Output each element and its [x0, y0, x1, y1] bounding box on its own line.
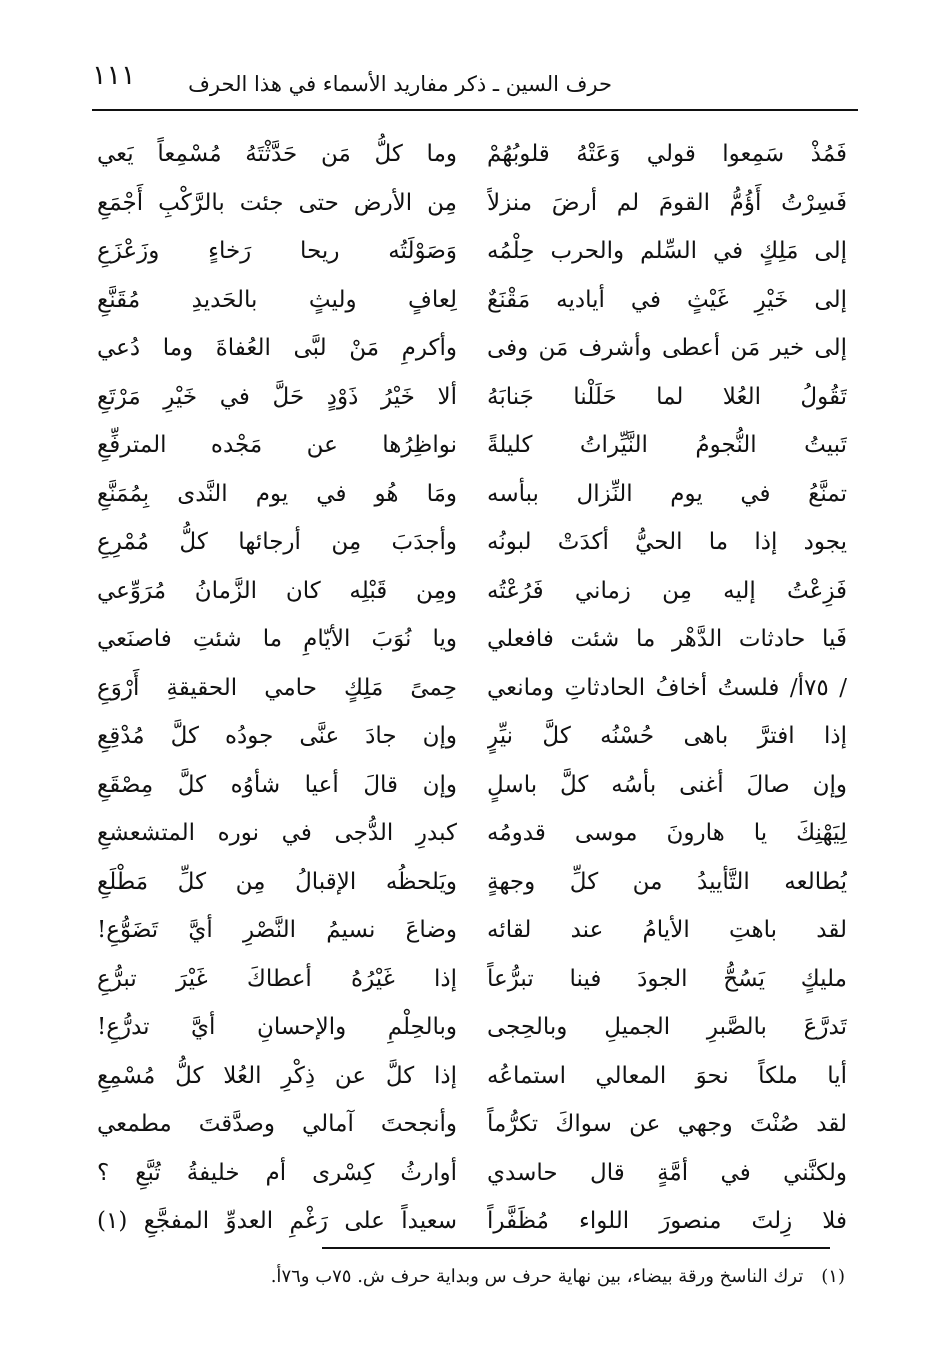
verse-right-9: يجود إذا ما الحيُّ أكدَتْ لبونُه — [487, 529, 847, 555]
verse-left-17: وضاعَ نسيمُ النَّصْرِ أيَّ تَضَوُّعِ! — [97, 917, 457, 943]
verse-left-22: أوارثُ كِسْرى أم خليفةُ تُبَّعِ ؟ — [97, 1159, 457, 1186]
verse-left-9: وأجدَبَ مِن أرجائها كلُّ مُمْرِعِ — [97, 529, 457, 555]
verse-right-13: إذا افترَّ باهى حُسْنُه كلَّ نيِّرٍ — [487, 723, 847, 749]
verse-right-3: إلى مَلِكٍ في السِّلم والحرب حِلْمُه — [487, 238, 847, 264]
verse-right-23: فلا زِلتَ منصورَ اللواء مُظَفَّراً — [487, 1208, 847, 1234]
verse-right-1: فَمُذْ سَمِعوا قولي وَعَتْهُ قلوبُهُمْ — [487, 141, 847, 167]
verse-left-16: ويَلحظُه الإقبالُ مِن كلِّ مَطْلَعِ — [97, 868, 457, 895]
running-header: حرف السين ـ ذكر مفاريد الأسماء في هذا الحرف — [188, 72, 612, 96]
verse-right-18: مليكٍ يَسُحُّ الجودَ فينا تبرُّعاً — [487, 965, 847, 992]
verse-right-8: تمنَّعُ في يوم النِّزال ببأسه — [487, 480, 847, 507]
verse-right-20: أيا ملكاً نحوَ المعالي استماعُه — [487, 1062, 847, 1089]
verse-right-21: لقد صُنْتَ وجهي عن سواكَ تكرُّماً — [487, 1111, 847, 1137]
verse-left-19: وبالحِلْمِ والإحسانِ أيَّ تدرُّعِ! — [97, 1014, 457, 1040]
verse-right-22: ولكنَّني في أمَّةٍ قال حاسدي — [487, 1159, 847, 1186]
verse-right-12: / ٧٥أ/ فلستُ أخافُ الحادثاتِ ومانعي — [487, 674, 847, 701]
poem-right-column — [487, 130, 847, 1246]
page-number: ١١١ — [92, 60, 136, 91]
verse-right-15: لِيَهْنِكَ يا هارونَ موسى قدومُه — [487, 820, 847, 846]
verse-left-18: إذا غَيْرُهُ أعطاكَ غَيْرَ تبرُّعِ — [97, 965, 457, 992]
verse-left-1: وما كلُّ مَن حَدَّثْتَهُ مُسْمِعاً يَعي — [97, 141, 457, 167]
footnote-text: ترك الناسخ ورقة بيضاء، بين نهاية حرف س وبداية حرف ش. ٧٥ب و٧٦أ. — [270, 1266, 804, 1287]
footnote-marker: (١) — [821, 1266, 845, 1287]
header-rule — [92, 109, 858, 111]
verse-left-12: حِمىً مَلِكٍ حامي الحقيقةِ أَرْوَعِ — [97, 674, 457, 701]
verse-right-5: إلى خير مَن أعطى وأشرف مَن وفى — [487, 335, 847, 361]
footnote — [270, 1266, 845, 1287]
verse-left-10: ومِن قَبْلِه كان الزَّمانُ مُرَوِّعي — [97, 577, 457, 604]
verse-right-17: لقد باهتِ الأيامُ عند لقائه — [487, 917, 847, 943]
verse-right-14: وإن صالَ أغنى بأسُه كلَّ باسلٍ — [487, 771, 847, 798]
verse-left-5: وأكرمِ مَنْ لبَّى العُفاةَ وما دُعي — [97, 335, 457, 361]
verse-right-7: تَبيتُ النُّجومُ النَّيِّراتُ كليلةً — [487, 432, 847, 458]
verse-left-23: سعيداً على رَغْمِ العدوِّ المفجَّعِ (١) — [97, 1208, 457, 1234]
verse-left-20: إذا كلَّ عن ذِكْرِ العُلا كلُّ مُسْمِعِ — [97, 1062, 457, 1089]
verse-left-15: كبدرِ الدُّجى في نوره المتشعشعِ — [97, 820, 457, 846]
verse-right-11: فَيا حادثات الدَّهْر ما شئت فافعلي — [487, 626, 847, 652]
verse-left-11: ويا نُوَبَ الأيّامِ ما شئتِ فاصنَعي — [97, 626, 457, 652]
verse-right-16: يُطالعه التَّأييدُ من كلِّ وجهةٍ — [487, 868, 847, 895]
verse-left-7: نواظِرُها عن مَجْده المترفِّعِ — [97, 432, 457, 458]
verse-right-10: فَزِعْتُ إليه مِن زماني فَرُعْتُه — [487, 577, 847, 604]
verse-right-19: تَدرَّعَ بالصَّبرِ الجميلِ وبالحِجى — [487, 1014, 847, 1040]
verse-right-4: إلى خَيْرِ غَيْثٍ في أياديه مَقْنَعٌ — [487, 286, 847, 313]
verse-right-2: فَسِرْتُ أَؤُمُّ القومَ لم أرضَ منزلاً — [487, 189, 847, 216]
verse-left-13: وإن جادَ عنَّى جودُه كلَّ مُدْقِعِ — [97, 723, 457, 749]
verse-left-14: وإن قالَ أعيا شأوُه كلَّ مِصْقَعِ — [97, 771, 457, 798]
verse-left-8: ومَا هُو في يوم النَّدى بِمُمَنَّعِ — [97, 480, 457, 507]
footnote-rule — [322, 1247, 830, 1249]
verse-left-4: لِعافٍ وليثٍ بالحَديدِ مُقَنَّعِ — [97, 286, 457, 313]
verse-left-3: وَصَوْلَتُه ريحا رَخاءٍ وزَعْزَعِ — [97, 238, 457, 264]
poem-left-column — [97, 130, 457, 1246]
verse-left-21: وأنجحتَ آمالي وصدَّقتَ مطمعي — [97, 1111, 457, 1137]
verse-left-6: ألا خَيْرُ ذَوْدٍ حَلَّ في خَيْرِ مَرْتَعِ — [97, 383, 457, 410]
verse-left-2: مِن الأرض حتى جئت بالرَّكْبِ أَجْمَعِ — [97, 189, 457, 216]
verse-right-6: تَقُولُ العُلا لما حَلَلْنا جَنابَهُ — [487, 383, 847, 410]
